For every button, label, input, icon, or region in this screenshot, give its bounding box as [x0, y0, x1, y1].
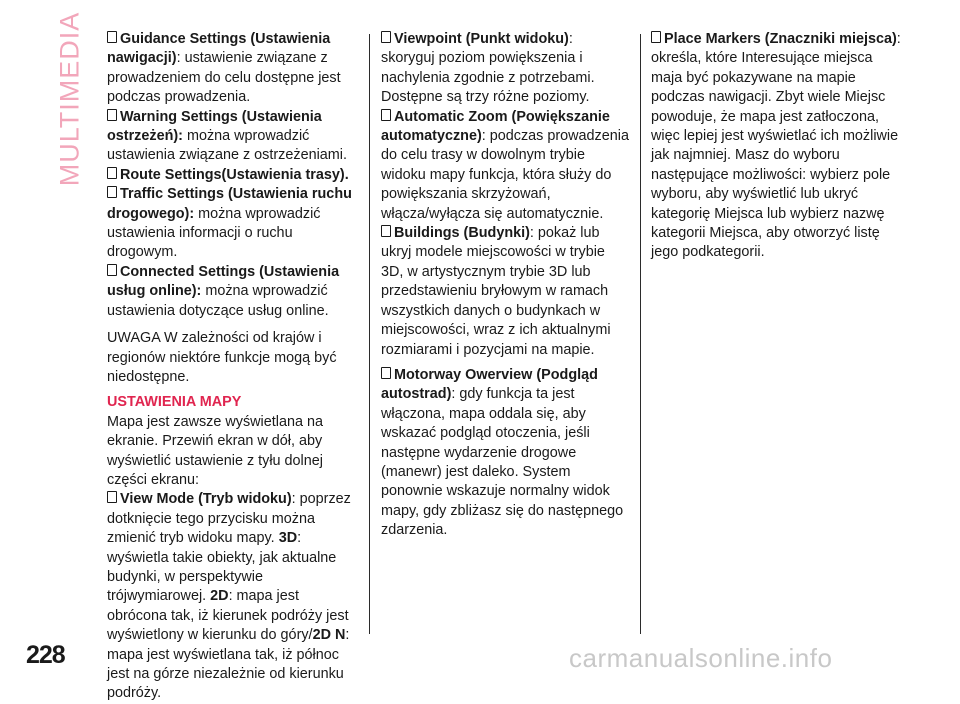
page-number: 228	[26, 641, 65, 669]
item-title: Place Markers (Znaczniki miejsca)	[664, 31, 897, 47]
item-text: : poprzez dotknięcie tego przycisku można zmienić tryb widoku mapy.	[107, 491, 351, 547]
mode-3d-label: 3D	[278, 530, 298, 547]
column-3	[651, 30, 903, 263]
item-motorway-overview	[381, 366, 629, 541]
checkbox-icon	[107, 109, 117, 121]
item-guidance-settings	[107, 30, 359, 108]
item-text: : podczas prowadzenia do celu trasy w dowolnym trybie widoku mapy funkcja, która służy do powiększania skrzyżowań, włącza/wyłącza się automatycznie.	[381, 128, 629, 222]
item-route-settings	[107, 166, 359, 185]
mode-2d-label: 2D	[210, 588, 229, 605]
item-text: : mapa jest wyświetlana tak, iż północ jest na górze niezależnie od kierunku podróży.	[107, 627, 350, 702]
item-text: : ustawienie związane z prowadzeniem do celu dostępne jest podczas prowadzenia.	[107, 50, 341, 106]
checkbox-icon	[651, 31, 661, 43]
checkbox-icon	[381, 367, 391, 379]
item-title: Route Settings(Ustawienia trasy).	[120, 166, 349, 183]
column-1	[107, 30, 359, 704]
checkbox-icon	[381, 225, 391, 237]
item-title: Buildings (Budynki)	[394, 225, 530, 242]
section-heading-map-settings: USTAWIENIA MAPY	[107, 394, 242, 411]
column-divider-1	[369, 34, 370, 634]
item-view-mode	[107, 490, 359, 703]
item-text: można wprowadzić ustawienia informacji o ruchu drogowym.	[107, 205, 321, 261]
item-text: : mapa jest obrócona tak, iż kierunek podróży jest wyświetlony w kierunku do góry/	[107, 588, 349, 644]
availability-note: UWAGA W zależności od krajów i regionów niektóre funkcje mogą być niedostępne.	[107, 330, 337, 385]
checkbox-icon	[107, 167, 117, 179]
column-2	[381, 30, 629, 541]
item-place-markers	[651, 30, 903, 263]
item-title: Traffic Settings (Ustawienia ruchu drogowego):	[107, 186, 352, 222]
checkbox-icon	[381, 109, 391, 121]
item-title: Automatic Zoom (Powiększanie automatyczne)	[381, 108, 610, 145]
column-divider-2	[640, 34, 641, 634]
mode-2dn-label: 2D N	[312, 627, 346, 644]
item-title: Warning Settings (Ustawienia ostrzeżeń):	[107, 108, 322, 145]
item-text: : skoryguj poziom powiększenia i nachylenia zgodnie z potrzebami. Dostępne są trzy różne poziomy.	[381, 31, 595, 106]
map-intro: Mapa jest zawsze wyświetlana na ekranie. Przewiń ekran w dół, aby wyświetlić ustawienie z tyłu dolnej części ekranu:	[107, 413, 323, 488]
item-text: można wprowadzić ustawienia związane z ostrzeżeniami.	[107, 128, 347, 164]
section-side-label	[52, 11, 88, 187]
item-traffic-settings	[107, 185, 359, 263]
item-text: można wprowadzić ustawienia dotyczące usług online.	[107, 283, 329, 319]
item-automatic-zoom	[381, 108, 629, 224]
watermark: carmanualsonline.info	[569, 643, 833, 673]
item-text: : wyświetla takie obiekty, jak aktualne budynki, w perspektywie trójwymiarowej.	[107, 530, 337, 605]
checkbox-icon	[381, 31, 391, 43]
checkbox-icon	[107, 264, 117, 276]
item-text: : określa, które Interesujące miejsca maja być pokazywane na mapie podczas nawigacji. Zbyt wiele Miejsc powoduje, że mapa jest zatłoczona, więc lepiej jest wyświetlać ich możliwie jak najmniej. Masz do wyboru następujące możliwości: wybierz pole wyboru, aby wyświetlić lub ukryć kategorię Miejsca lub wybierz nazwę kategorii Miejsca, aby otworzyć listę jego podkategorii.	[651, 31, 901, 261]
section-side-label-text: MULTIMEDIA	[54, 11, 85, 187]
item-text: : gdy funkcja ta jest włączona, mapa oddala się, aby wskazać podgląd otoczenia, jeśli następne wydarzenie drogowe (manewr) jest daleko. System ponownie wskazuje normalny widok mapy, gdy zbliżasz się do następnego zdarzenia.	[381, 386, 624, 539]
checkbox-icon	[107, 31, 117, 43]
checkbox-icon	[107, 491, 117, 503]
item-title: Viewpoint (Punkt widoku)	[394, 31, 569, 47]
item-title: View Mode (Tryb widoku)	[120, 491, 292, 508]
checkbox-icon	[107, 186, 117, 198]
item-warning-settings	[107, 108, 359, 166]
item-text: : pokaż lub ukryj modele miejscowości w trybie 3D, w artystycznym trybie 3D lub przedstawieniu bryłowym w ramach wszystkich danych o budynkach w miejscowości, wraz z ich aktualnymi rozmiarami i pozycjami na mapie.	[381, 225, 611, 358]
item-buildings	[381, 224, 629, 360]
item-title: Connected Settings (Ustawienia usług online):	[107, 263, 340, 300]
item-title: Motorway Owerview (Podgląd autostrad)	[381, 366, 598, 403]
item-title: Guidance Settings (Ustawienia nawigacji)	[107, 31, 331, 67]
item-viewpoint	[381, 30, 629, 108]
item-connected-settings	[107, 263, 359, 321]
